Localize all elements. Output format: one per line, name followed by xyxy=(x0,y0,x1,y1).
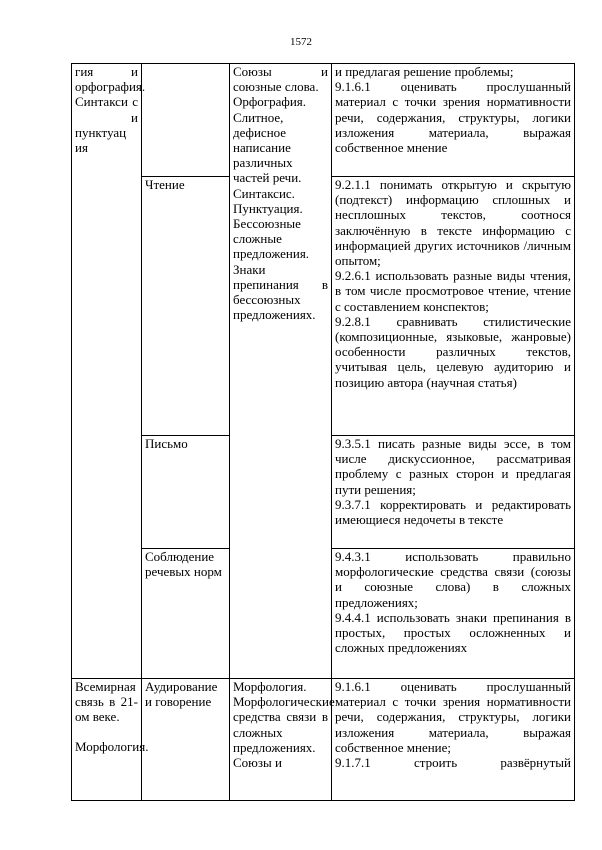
topic-cell: Морфология. Морфологические средства связи в сложных предложениях. Союзы и xyxy=(230,679,332,801)
theme-line: Синтакси с xyxy=(75,94,138,110)
topic-line: Слитное, xyxy=(233,109,284,125)
goals-cell xyxy=(332,436,575,549)
topic-line: Пунктуация. xyxy=(233,200,303,216)
goal-text: 9.2.6.1 использовать разные виды чтения, в том числе просмотровое чтение, чтение с составлением конспектов; xyxy=(335,268,571,314)
goal-text: 9.1.7.1 строить развёрнутый xyxy=(335,755,571,771)
goal-text: 9.3.7.1 корректировать и редактировать имеющиеся недочеты в тексте xyxy=(335,496,571,528)
goal-text: 9.2.1.1 понимать открытую и скрытую (подтекст) информацию сплошных и несплошных текстов, соотнося заключённую в тексте информацию с информацией других источников /личным опытом; xyxy=(335,177,571,269)
topic-line: различных xyxy=(233,155,293,171)
table-row xyxy=(72,64,575,177)
page-number: 1572 xyxy=(290,36,312,48)
goals-cell xyxy=(332,64,575,177)
goals-cell xyxy=(332,177,575,436)
skill-cell: Аудирование и говорение xyxy=(142,679,230,801)
topic-line: дефисное xyxy=(233,124,287,140)
theme-text: Всемирная связь в 21-ом веке. xyxy=(75,679,138,725)
goals-cell xyxy=(332,679,575,801)
theme-line: орфография. xyxy=(75,79,146,95)
topic-line: сложные xyxy=(233,231,282,247)
skill-cell xyxy=(142,64,230,177)
topic-line: частей речи. xyxy=(233,170,302,186)
theme-line: пунктуац xyxy=(75,124,127,140)
goal-text: 9.1.6.1 оценивать прослушанный материал с точки зрения нормативности речи, содержания, структуры, логики изложения материала, выражая собственное мнение xyxy=(335,79,571,156)
topic-line: Союзы и xyxy=(233,64,328,79)
theme-cell xyxy=(72,64,146,679)
topic-line: бессоюзных xyxy=(233,292,301,308)
spacer xyxy=(75,725,138,739)
topic-line: предложениях. xyxy=(233,307,316,323)
theme-line: ия xyxy=(75,140,88,156)
skill-cell: Чтение xyxy=(142,177,230,436)
topic-line: союзные слова. xyxy=(233,79,319,95)
theme-line: гия и xyxy=(75,64,138,79)
topic-line: Орфография. xyxy=(233,94,307,110)
theme-cell xyxy=(72,679,149,801)
topic-line: Знаки xyxy=(233,261,266,277)
skill-cell: Соблюдение речевых норм xyxy=(142,549,230,679)
goal-text: 9.1.6.1 оценивать прослушанный материал с точки зрения нормативности речи, содержания, структуры, логики изложения материала, выражая собственное мнение; xyxy=(335,679,571,755)
topic-line: Синтаксис. xyxy=(233,185,295,201)
goals-cell xyxy=(332,549,575,679)
goal-text: 9.3.5.1 писать разные виды эссе, в том числе дискуссионное, рассматривая проблему с разных сторон и предлагая пути решения; xyxy=(335,436,571,497)
topic-line: написание xyxy=(233,140,291,156)
goal-text: 9.4.3.1 использовать правильно морфологические средства связи (союзы и союзные слова) в сложных предложениях; xyxy=(335,549,571,610)
topic-line: предложения. xyxy=(233,246,310,262)
goal-text: и предлагая решение проблемы; xyxy=(335,64,514,79)
topic-line: препинания в xyxy=(233,276,328,292)
goal-text: 9.4.4.1 использовать знаки препинания в простых, простых осложненных и сложных предложениях xyxy=(335,609,571,656)
goal-text: 9.2.8.1 сравнивать стилистические (композиционные, языковые, жанровые) особенности различных текстов, учитывая цель, целевую аудиторию и позицию автора (научная статья) xyxy=(335,313,571,390)
topic-cell xyxy=(230,64,332,679)
table-row xyxy=(72,679,575,801)
theme-text: Морфология. xyxy=(75,738,149,754)
skill-cell: Письмо xyxy=(142,436,230,549)
topic-line: Бессоюзные xyxy=(233,216,301,232)
curriculum-table xyxy=(71,63,575,801)
theme-line: и xyxy=(131,109,138,125)
